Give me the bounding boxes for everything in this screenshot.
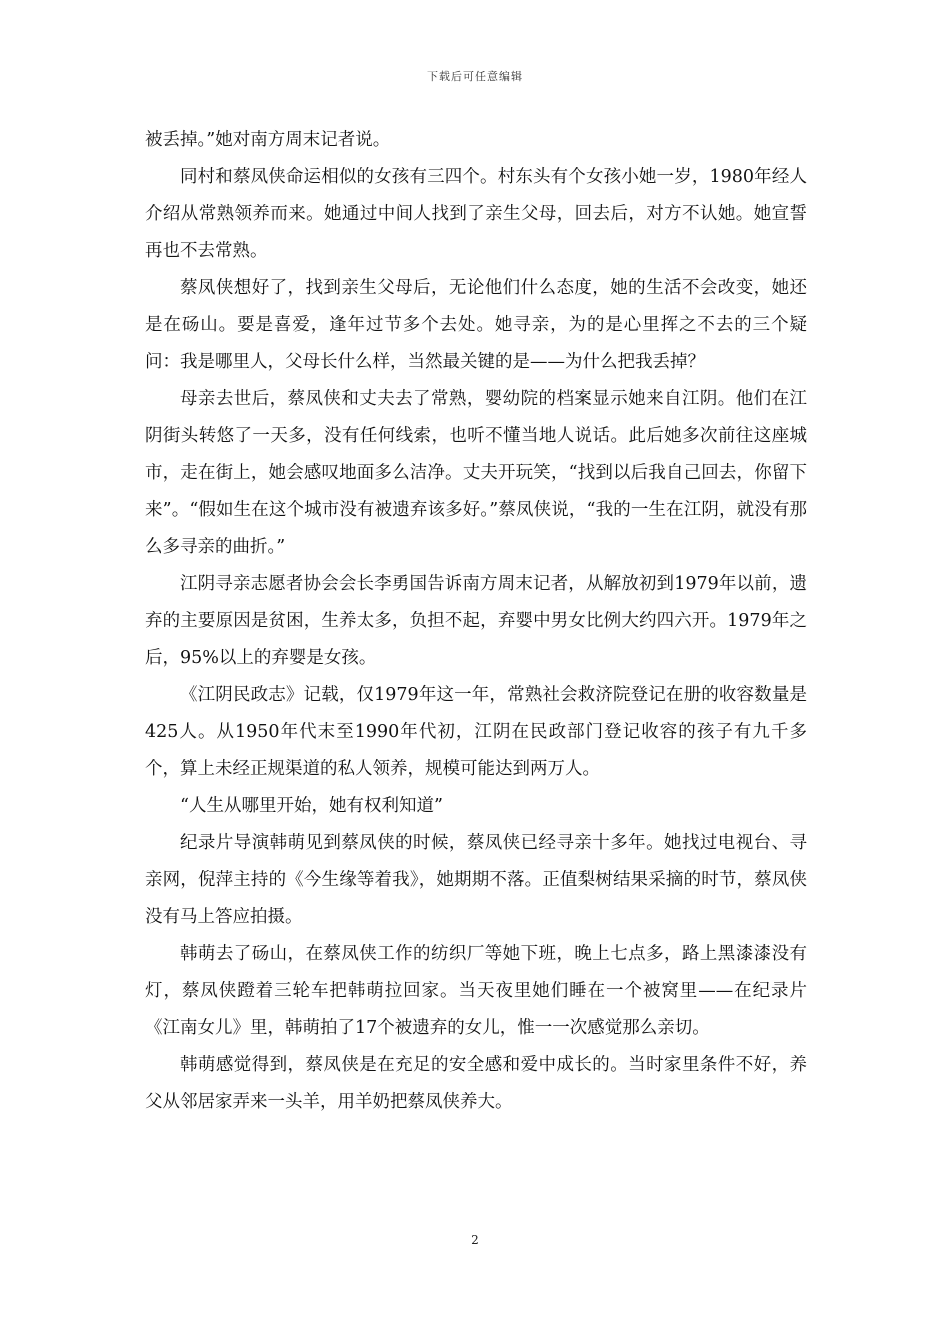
paragraph: 《江阴民政志》记载，仅1979年这一年，常熟社会救济院登记在册的收容数量是425人。从1950年代末至1990年代初，江阴在民政部门登记收容的孩子有九千多个，算上未经正规渠道的私人领养，规模可能达到两万人。 [145,685,807,779]
paragraph: 被丢掉。”她对南方周末记者说。 [145,130,391,150]
article-body [145,122,807,1121]
section-heading: “人生从哪里开始，她有权利知道” [180,796,443,816]
paragraph: 母亲去世后，蔡凤侠和丈夫去了常熟，婴幼院的档案显示她来自江阴。他们在江阴街头转悠了一天多，没有任何线索，也听不懂当地人说话。此后她多次前往这座城市，走在街上，她会感叹地面多么洁净。丈夫开玩笑，“找到以后我自己回去，你留下来”。“假如生在这个城市没有被遗弃该多好。”蔡凤侠说，“我的一生在江阴，就没有那么多寻亲的曲折。” [145,389,807,557]
paragraph: 江阴寻亲志愿者协会会长李勇国告诉南方周末记者，从解放初到1979年以前，遗弃的主要原因是贫困，生养太多，负担不起，弃婴中男女比例大约四六开。1979年之后，95%以上的弃婴是女孩。 [145,574,807,668]
paragraph: 纪录片导演韩萌见到蔡凤侠的时候，蔡凤侠已经寻亲十多年。她找过电视台、寻亲网，倪萍主持的《今生缘等着我》，她期期不落。正值梨树结果采摘的时节，蔡凤侠没有马上答应拍摄。 [145,833,807,927]
paragraph: 蔡凤侠想好了，找到亲生父母后，无论他们什么态度，她的生活不会改变，她还是在砀山。要是喜爱，逢年过节多个去处。她寻亲，为的是心里挥之不去的三个疑问：我是哪里人，父母长什么样，当然最关键的是——为什么把我丢掉？ [145,278,807,372]
paragraph: 韩萌去了砀山，在蔡凤侠工作的纺织厂等她下班，晚上七点多，路上黑漆漆没有灯，蔡凤侠蹬着三轮车把韩萌拉回家。当天夜里她们睡在一个被窝里——在纪录片《江南女儿》里，韩萌拍了17个被遗弃的女儿，惟一一次感觉那么亲切。 [145,944,807,1038]
page-number: 2 [471,1233,479,1247]
paragraph: 韩萌感觉得到，蔡凤侠是在充足的安全感和爱中成长的。当时家里条件不好，养父从邻居家弄来一头羊，用羊奶把蔡凤侠养大。 [145,1055,807,1112]
page-header: 下载后可任意编辑 [427,70,523,83]
paragraph: 同村和蔡凤侠命运相似的女孩有三四个。村东头有个女孩小她一岁，1980年经人介绍从常熟领养而来。她通过中间人找到了亲生父母，回去后，对方不认她。她宣誓再也不去常熟。 [145,167,807,261]
